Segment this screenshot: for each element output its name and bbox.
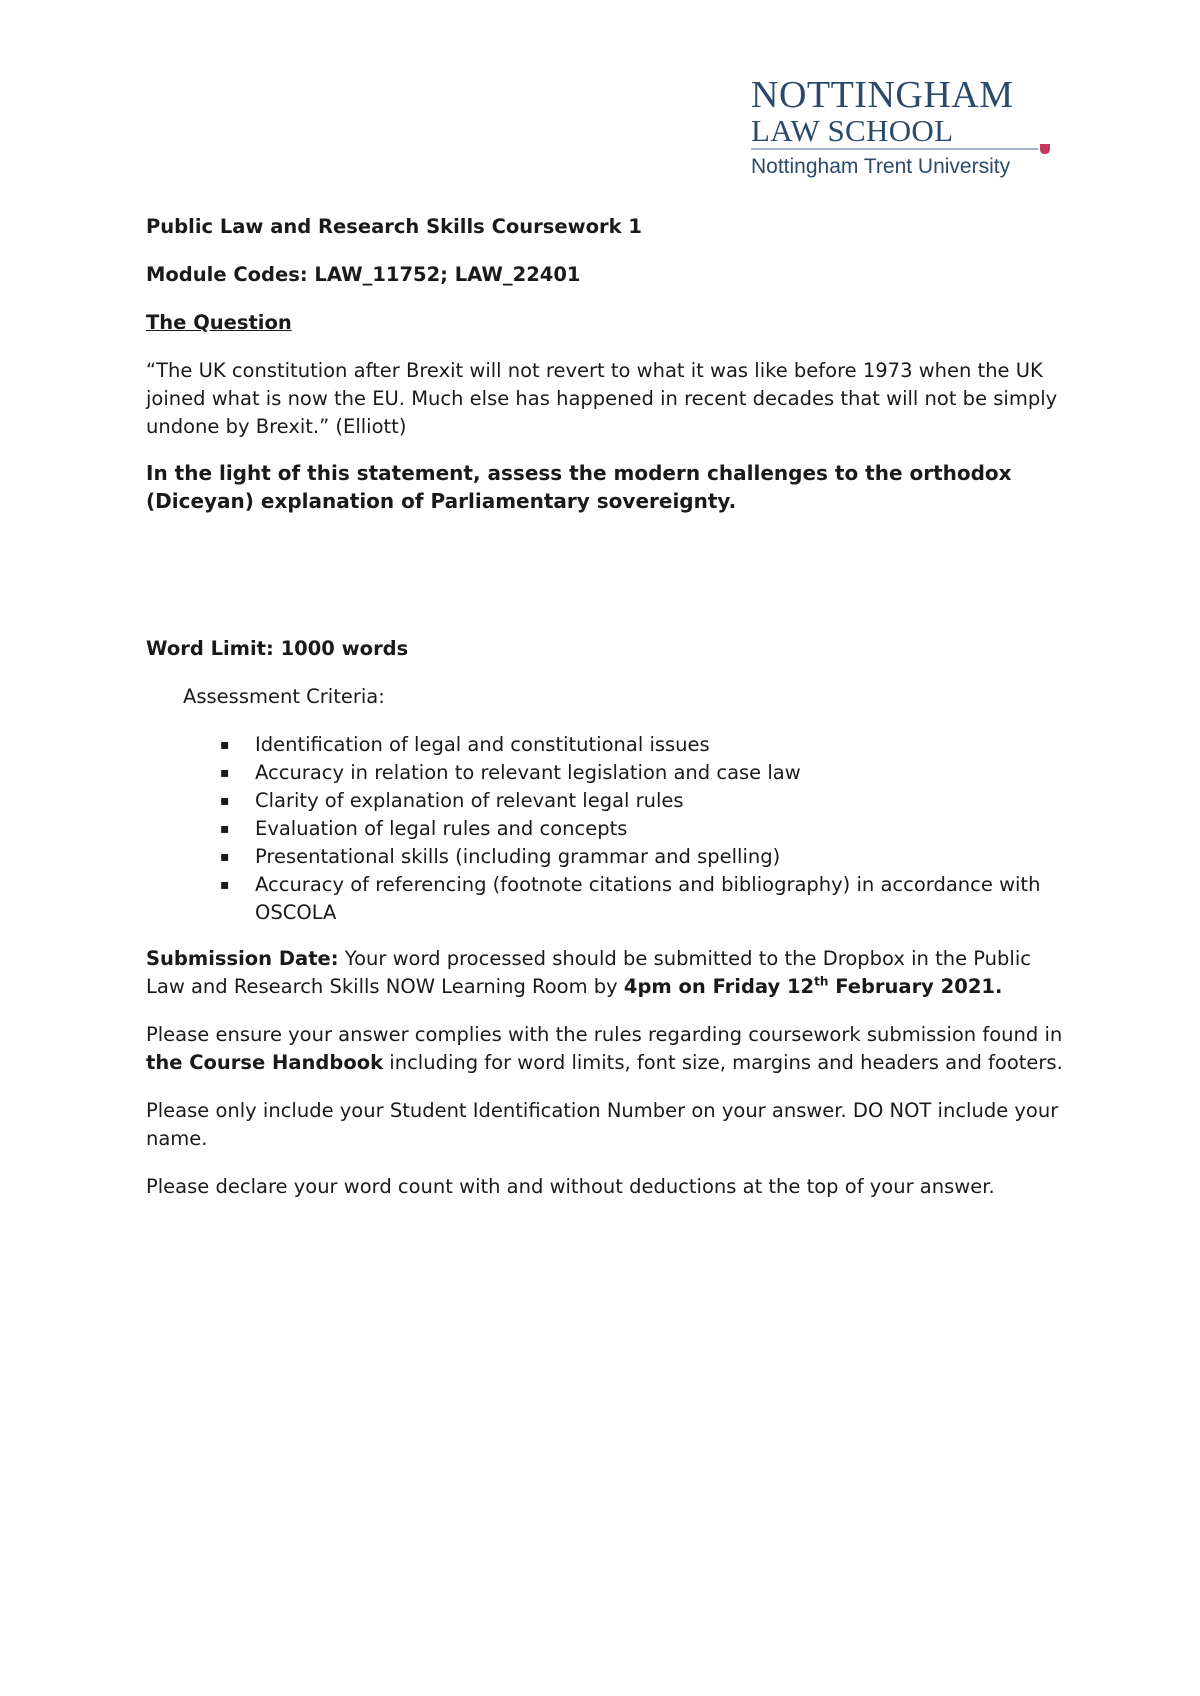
deadline-day: 4pm on Friday 12: [623, 975, 815, 998]
coursework-body: [146, 213, 1066, 1201]
logo-divider: [751, 148, 1038, 150]
criterion-text: Evaluation of legal rules and concepts: [255, 817, 628, 840]
criterion-text: Accuracy in relation to relevant legislation and case law: [255, 761, 801, 784]
elliott-quote: “The UK constitution after Brexit will not revert to what it was like before 1973 when the UK joined what is now the EU. Much else has happened in recent decades that will not be simply undone by Brexit.” (Elliott): [146, 359, 1058, 438]
submission-date-label: Submission Date:: [146, 947, 339, 970]
criterion-text: Presentational skills (including grammar and spelling): [255, 845, 781, 868]
assessment-criteria-heading: Assessment Criteria:: [183, 685, 385, 708]
list-item: [146, 787, 1066, 815]
list-item: [146, 731, 1066, 759]
bullet-icon: ▪: [220, 737, 230, 753]
rules-text-end: including for word limits, font size, margins and headers and footers.: [383, 1051, 1063, 1074]
list-item: [146, 843, 1066, 871]
question-heading: The Question: [146, 311, 292, 334]
list-item: [146, 759, 1066, 787]
bullet-icon: ▪: [220, 793, 230, 809]
submission-date-paragraph: [146, 945, 1066, 1001]
module-codes: Module Codes: LAW_11752; LAW_22401: [146, 263, 581, 286]
word-count-note: Please declare your word count with and without deductions at the top of your answer.: [146, 1175, 995, 1198]
bullet-icon: ▪: [220, 821, 230, 837]
criterion-text: Accuracy of referencing (footnote citations and bibliography) in accordance with OSCOLA: [255, 873, 1041, 924]
list-item: [146, 815, 1066, 843]
criterion-text: Clarity of explanation of relevant legal rules: [255, 789, 684, 812]
assessment-criteria-list: [146, 731, 1066, 927]
logo-line-law-school: LAW SCHOOL: [751, 113, 954, 148]
document-title: Public Law and Research Skills Coursework 1: [146, 215, 642, 238]
student-id-note: Please only include your Student Identification Number on your answer. DO NOT include your name.: [146, 1099, 1059, 1150]
criterion-text: Identification of legal and constitutional issues: [255, 733, 710, 756]
logo-line-nottingham: NOTTINGHAM: [751, 74, 1014, 116]
rules-text-start: Please ensure your answer complies with the rules regarding coursework submission found in: [146, 1023, 1063, 1046]
list-item: [146, 871, 1066, 927]
logo-shield-icon: [1040, 144, 1050, 154]
essay-task: In the light of this statement, assess the modern challenges to the orthodox (Diceyan) explanation of Parliamentary sovereignty.: [146, 461, 1012, 513]
word-limit: Word Limit: 1000 words: [146, 637, 409, 660]
submission-instructions: Your word processed should be submitted to the Dropbox in the Public Law and Research Skills NOW Learning Room by: [146, 947, 1031, 998]
bullet-icon: ▪: [220, 877, 230, 893]
nottingham-law-school-logo: [751, 76, 1063, 186]
course-handbook-reference: the Course Handbook: [146, 1051, 384, 1074]
bullet-icon: ▪: [220, 765, 230, 781]
logo-line-university: Nottingham Trent University: [751, 155, 1011, 178]
deadline-month-year: February 2021.: [828, 975, 1003, 998]
submission-rules-paragraph: [146, 1021, 1066, 1077]
submission-deadline: [624, 975, 1002, 998]
deadline-ordinal: th: [814, 974, 829, 989]
bullet-icon: ▪: [220, 849, 230, 865]
